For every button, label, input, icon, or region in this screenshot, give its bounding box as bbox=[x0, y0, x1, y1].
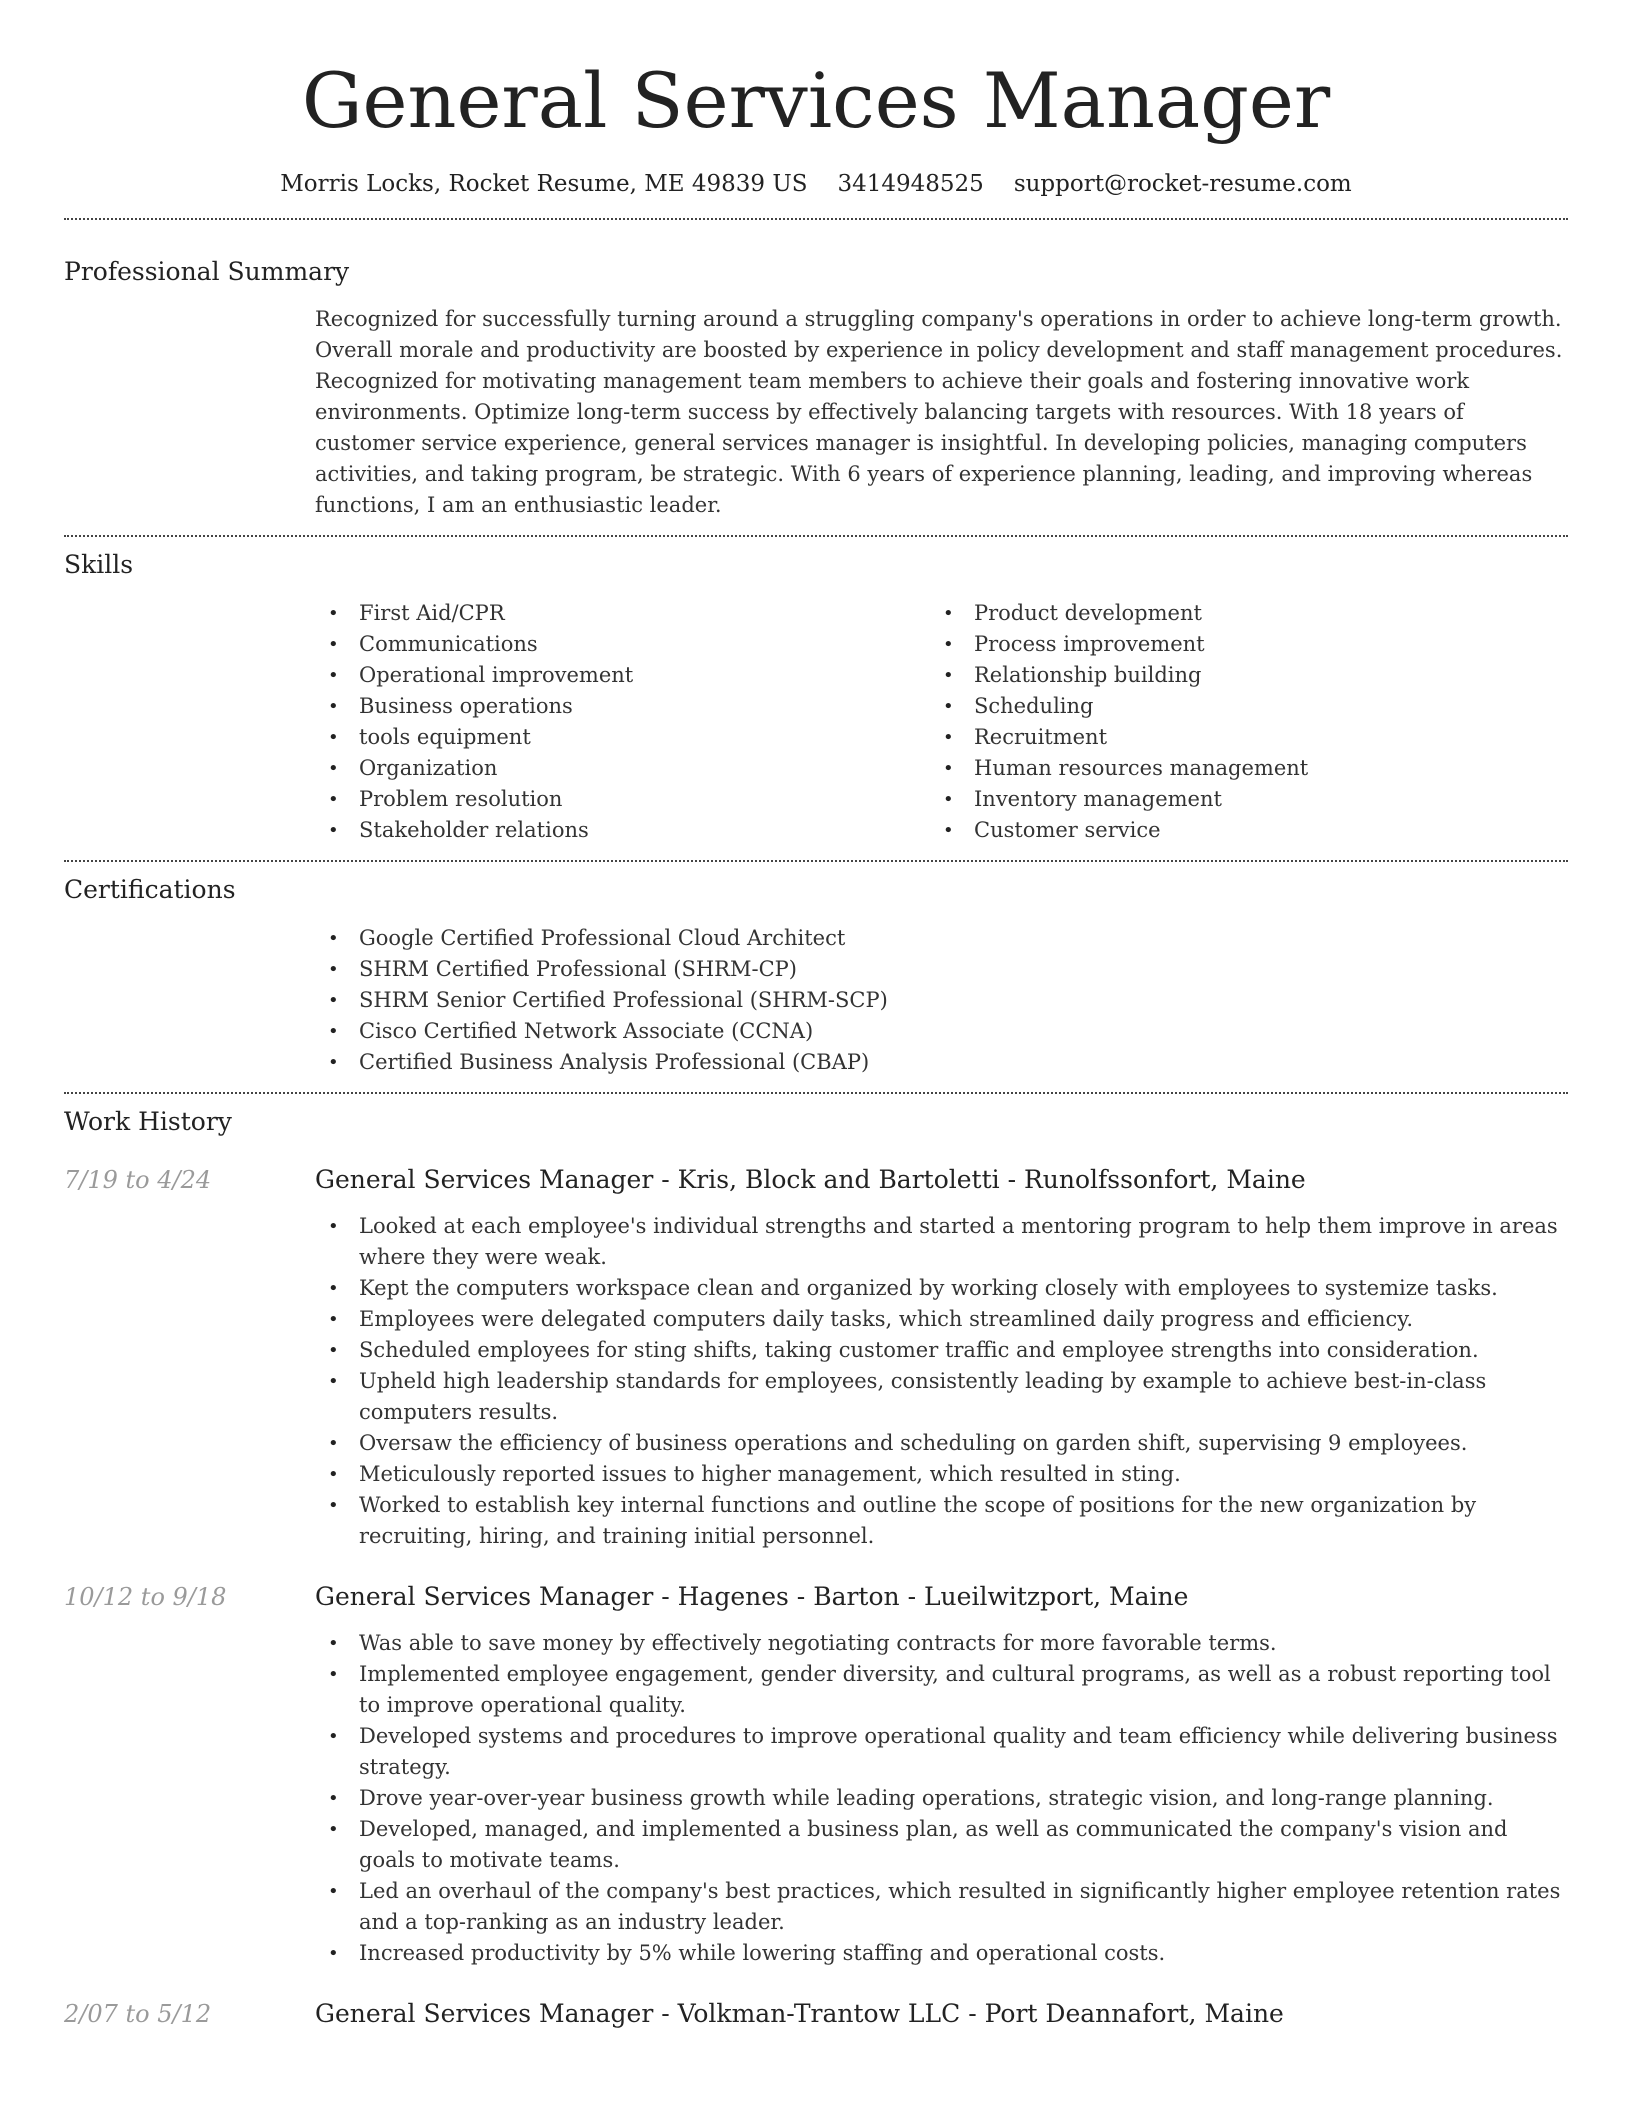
contact-address: Morris Locks, Rocket Resume, ME 49839 US bbox=[280, 171, 808, 197]
job-bullet: • Increased productivity by 5% while lowering staffing and operational costs. bbox=[315, 1938, 1568, 1969]
summary-text: Recognized for successfully turning around a struggling company's operations in order to achieve long-term growth. Overall morale and productivity are boosted by experience in policy development and staff management procedures. Recognized for motivating management team members to achieve their goals and fostering innovative work environments. Optimize long-term success by effectively balancing targets with resources. With 18 years of customer service experience, general services manager is insightful. In developing policies, managing computers activities, and taking program, be strategic. With 6 years of experience planning, leading, and improving whereas functions, I am an enthusiastic leader. bbox=[315, 307, 1563, 517]
job-bullet: • Upheld high leadership standards for employees, consistently leading by example to achieve best-in-class computers results. bbox=[315, 1366, 1568, 1428]
certification-item: • SHRM Certified Professional (SHRM-CP) bbox=[315, 954, 1568, 985]
job-bullet: • Worked to establish key internal functions and outline the scope of positions for the new organization by recruiting, hiring, and training initial personnel. bbox=[315, 1490, 1568, 1552]
skill-item: • Organization bbox=[315, 753, 930, 784]
skill-item: • Process improvement bbox=[930, 629, 1545, 660]
skill-item: • Communications bbox=[315, 629, 930, 660]
certification-item: • Certified Business Analysis Professional (CBAP) bbox=[315, 1047, 1568, 1078]
skill-item: • Customer service bbox=[930, 815, 1545, 846]
job-header bbox=[64, 1580, 1568, 1614]
skills-section bbox=[64, 548, 1568, 846]
job-bullet: • Developed systems and procedures to improve operational quality and team efficiency while delivering business strategy. bbox=[315, 1721, 1568, 1783]
certification-item: • SHRM Senior Certified Professional (SHRM-SCP) bbox=[315, 985, 1568, 1016]
contact-phone: 3414948525 bbox=[837, 171, 984, 197]
job-bullet-list bbox=[315, 1211, 1568, 1552]
certifications-section bbox=[64, 873, 1568, 1078]
job-entry bbox=[64, 1997, 1568, 2031]
skill-item: • Operational improvement bbox=[315, 660, 930, 691]
certification-item: • Cisco Certified Network Associate (CCNA) bbox=[315, 1016, 1568, 1047]
work-section bbox=[64, 1105, 1568, 2031]
resume-page bbox=[64, 0, 1568, 2031]
skill-item: • Relationship building bbox=[930, 660, 1545, 691]
skills-grid bbox=[315, 598, 1568, 846]
job-dates: 2/07 to 5/12 bbox=[64, 2000, 212, 2028]
job-bullet-list bbox=[315, 1628, 1568, 1969]
skill-item: • Recruitment bbox=[930, 722, 1545, 753]
resume-name: General Services Manager bbox=[301, 56, 1331, 145]
job-entry bbox=[64, 1580, 1568, 1969]
header-divider bbox=[64, 218, 1568, 220]
job-title: General Services Manager - Volkman-Trantow LLC - Port Deannafort, Maine bbox=[315, 1999, 1284, 2028]
job-bullet: • Meticulously reported issues to higher management, which resulted in sting. bbox=[315, 1459, 1568, 1490]
skills-list-right bbox=[930, 598, 1545, 846]
skill-item: • Stakeholder relations bbox=[315, 815, 930, 846]
job-header bbox=[64, 1997, 1568, 2031]
skill-item: • tools equipment bbox=[315, 722, 930, 753]
contact-email[interactable]: support@rocket-resume.com bbox=[1013, 171, 1352, 197]
skill-item: • First Aid/CPR bbox=[315, 598, 930, 629]
summary-title: Professional Summary bbox=[64, 257, 350, 286]
skill-item: • Inventory management bbox=[930, 784, 1545, 815]
skill-item: • Product development bbox=[930, 598, 1545, 629]
job-bullet: • Employees were delegated computers daily tasks, which streamlined daily progress and efficiency. bbox=[315, 1304, 1568, 1335]
job-bullet: • Scheduled employees for sting shifts, taking customer traffic and employee strengths into consideration. bbox=[315, 1335, 1568, 1366]
job-bullet: • Implemented employee engagement, gender diversity, and cultural programs, as well as a robust reporting tool to improve operational quality. bbox=[315, 1659, 1568, 1721]
summary-section bbox=[64, 255, 1568, 521]
work-title: Work History bbox=[64, 1107, 232, 1136]
job-bullet: • Oversaw the efficiency of business operations and scheduling on garden shift, supervising 9 employees. bbox=[315, 1428, 1568, 1459]
skill-item: • Scheduling bbox=[930, 691, 1545, 722]
skills-list-left bbox=[315, 598, 930, 846]
job-title: General Services Manager - Hagenes - Barton - Lueilwitzport, Maine bbox=[315, 1582, 1189, 1611]
job-dates: 7/19 to 4/24 bbox=[64, 1166, 212, 1194]
skill-item: • Human resources management bbox=[930, 753, 1545, 784]
skills-title: Skills bbox=[64, 550, 134, 579]
job-bullet: • Developed, managed, and implemented a business plan, as well as communicated the company's vision and goals to motivate teams. bbox=[315, 1814, 1568, 1876]
contact-line bbox=[64, 168, 1568, 200]
job-dates: 10/12 to 9/18 bbox=[64, 1583, 227, 1611]
job-bullet: • Led an overhaul of the company's best practices, which resulted in significantly higher employee retention rates and a top-ranking as an industry leader. bbox=[315, 1876, 1568, 1938]
job-entry bbox=[64, 1163, 1568, 1552]
certifications-list bbox=[315, 923, 1568, 1078]
skill-item: • Business operations bbox=[315, 691, 930, 722]
job-bullet: • Looked at each employee's individual strengths and started a mentoring program to help them improve in areas where they were weak. bbox=[315, 1211, 1568, 1273]
job-header bbox=[64, 1163, 1568, 1197]
summary-divider bbox=[64, 535, 1568, 537]
job-bullet: • Drove year-over-year business growth while leading operations, strategic vision, and long-range planning. bbox=[315, 1783, 1568, 1814]
certification-item: • Google Certified Professional Cloud Architect bbox=[315, 923, 1568, 954]
job-bullet: • Kept the computers workspace clean and organized by working closely with employees to systemize tasks. bbox=[315, 1273, 1568, 1304]
job-title: General Services Manager - Kris, Block and Bartoletti - Runolfssonfort, Maine bbox=[315, 1165, 1306, 1194]
certifications-divider bbox=[64, 1092, 1568, 1094]
job-bullet: • Was able to save money by effectively negotiating contracts for more favorable terms. bbox=[315, 1628, 1568, 1659]
skills-divider bbox=[64, 860, 1568, 862]
skill-item: • Problem resolution bbox=[315, 784, 930, 815]
certifications-title: Certifications bbox=[64, 875, 236, 904]
